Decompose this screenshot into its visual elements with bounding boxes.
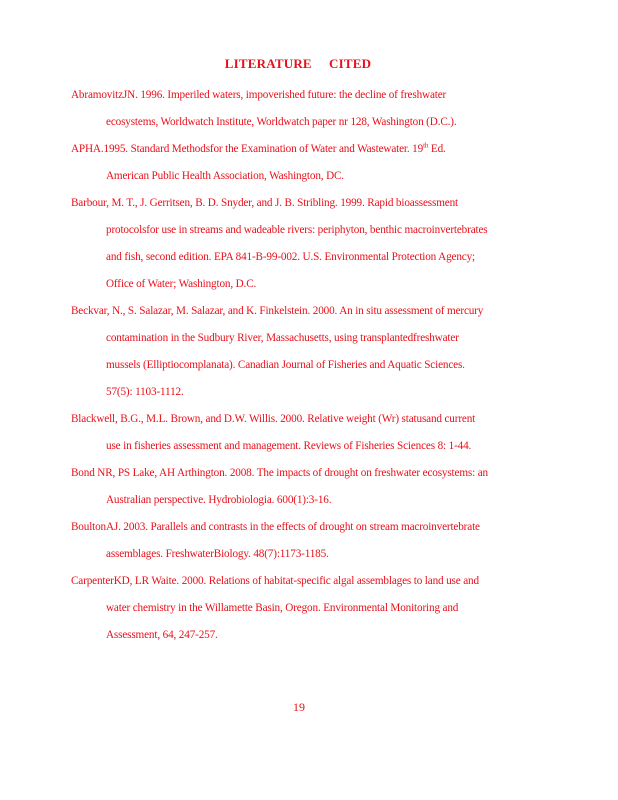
page-number: 19	[293, 700, 305, 714]
reference-line: BoultonAJ. 2003. Parallels and contrasts in the effects of drought on stream macroinvertebrate	[71, 521, 480, 533]
reference-line: CarpenterKD, LR Waite. 2000. Relations of habitat-specific algal assemblages to land use and	[71, 575, 479, 587]
reference-line: Australian perspective. Hydrobiologia. 600(1):3-16.	[106, 494, 332, 506]
reference-line: protocolsfor use in streams and wadeable rivers: periphyton, benthic macroinvertebrates	[106, 224, 488, 236]
reference-line: American Public Health Association, Washington, DC.	[106, 170, 344, 182]
reference-line: Beckvar, N., S. Salazar, M. Salazar, and K. Finkelstein. 2000. An in situ assessment of mercury	[71, 305, 484, 317]
reference-line: APHA.1995. Standard Methodsfor the Examination of Water and Wastewater. 19th Ed.	[71, 141, 446, 155]
reference-line: AbramovitzJN. 1996. Imperiled waters, impoverished future: the decline of freshwater	[71, 89, 447, 101]
reference-item	[71, 190, 531, 298]
reference-line: assemblages. FreshwaterBiology. 48(7):1173-1185.	[106, 548, 329, 560]
reference-line: 57(5): 1103-1112.	[106, 386, 184, 398]
reference-line: use in fisheries assessment and management. Reviews of Fisheries Sciences 8: 1-44.	[106, 440, 472, 452]
reference-line: Barbour, M. T., J. Gerritsen, B. D. Snyder, and J. B. Stribling. 1999. Rapid bioassessment	[71, 197, 458, 209]
reference-item	[71, 82, 531, 136]
reference-line: water chemistry in the Willamette Basin, Oregon. Environmental Monitoring and	[106, 602, 459, 614]
reference-item	[71, 136, 531, 190]
reference-line: Bond NR, PS Lake, AH Arthington. 2008. The impacts of drought on freshwater ecosystems: an	[71, 467, 488, 479]
reference-item	[71, 298, 531, 406]
reference-line: ecosystems, Worldwatch Institute, Worldwatch paper nr 128, Washington (D.C.).	[106, 116, 457, 128]
reference-line: Assessment, 64, 247-257.	[106, 629, 218, 641]
page-title: LITERATURE CITED	[224, 56, 372, 71]
reference-item	[71, 568, 531, 649]
reference-line: Blackwell, B.G., M.L. Brown, and D.W. Willis. 2000. Relative weight (Wr) statusand current	[71, 413, 476, 425]
reference-item	[71, 460, 531, 514]
reference-line: and fish, second edition. EPA 841-B-99-002. U.S. Environmental Protection Agency;	[106, 251, 476, 263]
reference-list	[71, 82, 531, 649]
reference-item	[71, 406, 531, 460]
reference-line: contamination in the Sudbury River, Massachusetts, using transplantedfreshwater	[106, 332, 459, 344]
reference-item	[71, 514, 531, 568]
reference-line: mussels (Elliptiocomplanata). Canadian Journal of Fisheries and Aquatic Sciences.	[106, 359, 465, 371]
reference-line: Office of Water; Washington, D.C.	[106, 278, 257, 290]
